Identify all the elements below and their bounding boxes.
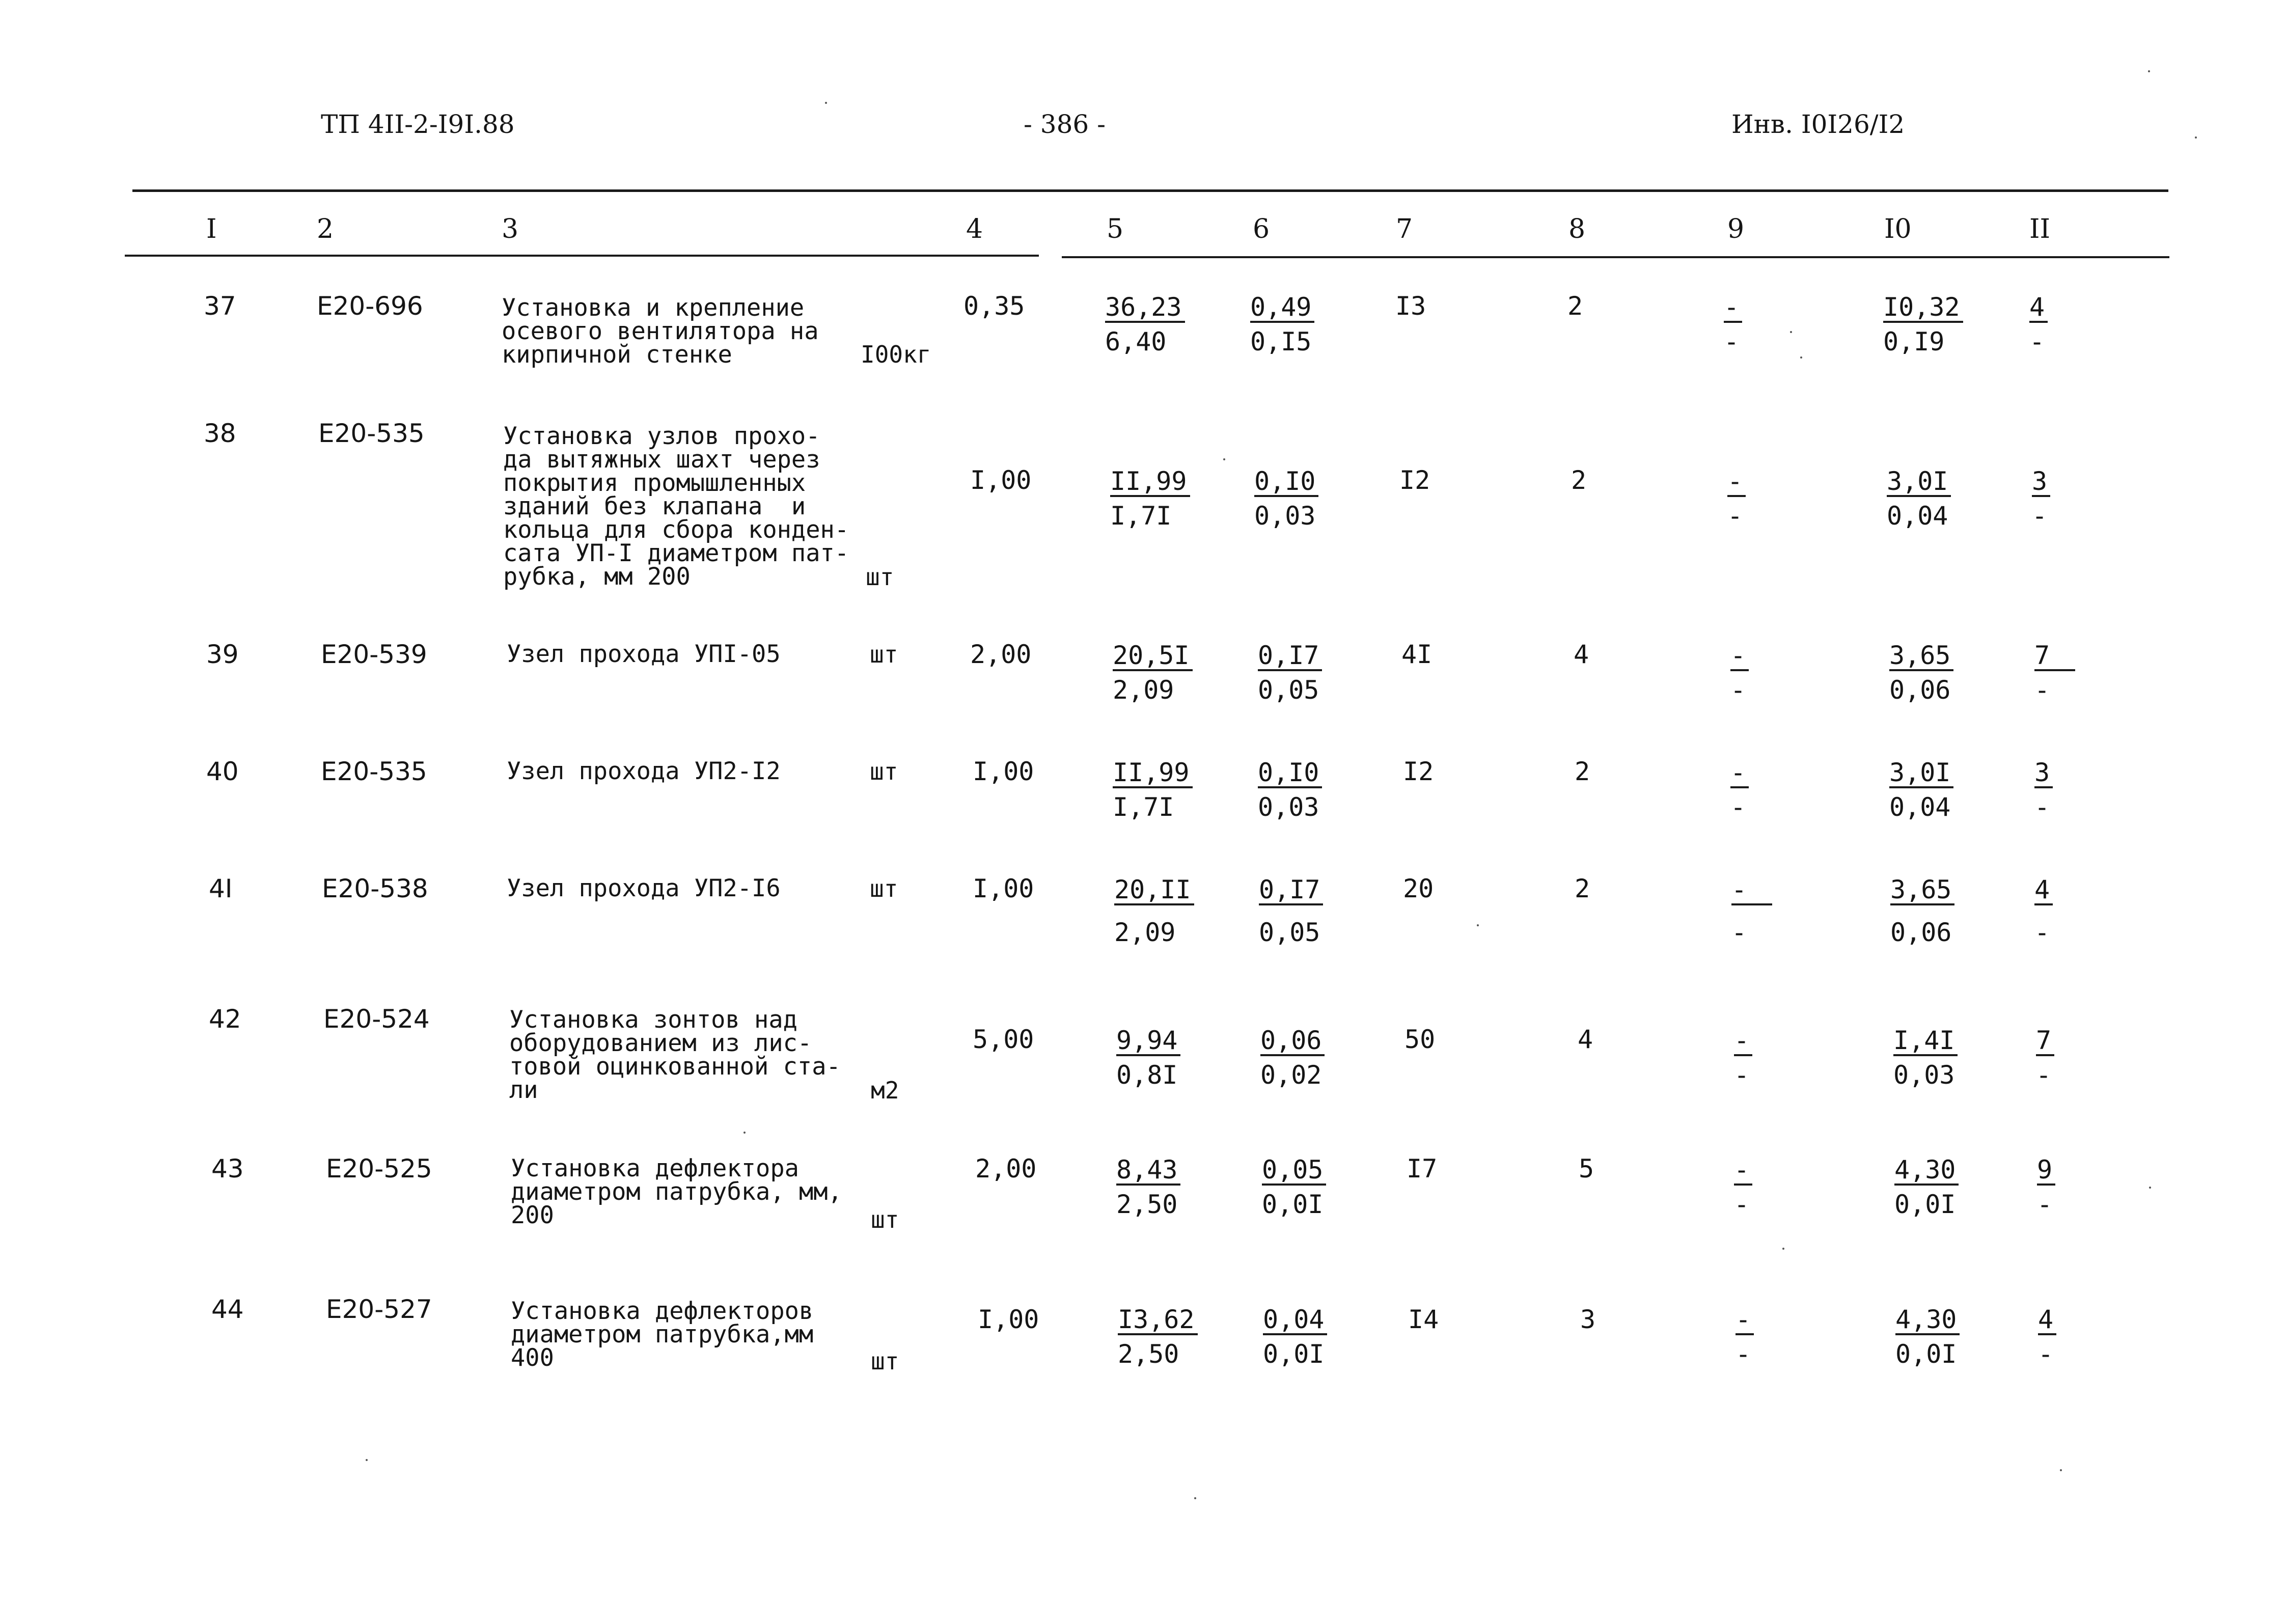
fraction-bottom: 0,03 <box>1893 1060 1955 1090</box>
norm-code: Е20-696 <box>317 291 423 321</box>
cost-fraction-5 <box>1113 758 1193 820</box>
fraction-top: I,4I <box>1893 1028 1958 1056</box>
cost-fraction-10 <box>1887 466 1951 529</box>
cost-fraction-11 <box>2034 758 2053 820</box>
fraction-bottom: - <box>2034 792 2050 822</box>
table-header-rule-right <box>1062 256 2169 258</box>
fraction-bottom: 0,I5 <box>1250 327 1312 356</box>
fraction-top: - <box>1727 469 1746 497</box>
column-8-value: 3 <box>1580 1305 1596 1334</box>
fraction-bottom: 0,0I <box>1894 1190 1956 1219</box>
fraction-top: 4 <box>2029 294 2048 323</box>
fraction-bottom: - <box>2038 1339 2054 1369</box>
cost-fraction-11 <box>2036 1026 2054 1088</box>
fraction-bottom: 0,0I <box>1262 1190 1324 1219</box>
column-number: 6 <box>1253 214 1270 244</box>
fraction-top: 3 <box>2032 469 2050 497</box>
fraction-top: I3,62 <box>1118 1307 1198 1335</box>
row-number: 39 <box>206 640 239 669</box>
cost-fraction-9 <box>1730 758 1749 820</box>
column-7-value: 4I <box>1401 640 1433 669</box>
norm-code: Е20-525 <box>326 1154 432 1183</box>
column-number: I <box>206 214 217 244</box>
fraction-bottom: - <box>1731 918 1747 947</box>
column-number: 4 <box>966 214 983 244</box>
cost-fraction-9 <box>1734 1155 1752 1217</box>
cost-fraction-6 <box>1258 758 1322 820</box>
norm-code: Е20-538 <box>322 874 428 903</box>
fraction-bottom: 0,06 <box>1890 918 1952 947</box>
column-7-value: I2 <box>1399 465 1430 495</box>
norm-code: Е20-535 <box>321 757 427 786</box>
column-8-value: 2 <box>1571 465 1587 495</box>
cost-fraction-5 <box>1114 875 1194 945</box>
fraction-bottom: - <box>2037 1190 2053 1219</box>
cost-fraction-6 <box>1263 1305 1327 1367</box>
fraction-top: 20,5I <box>1113 643 1193 671</box>
fraction-bottom: 0,04 <box>1887 501 1948 531</box>
unit: шт <box>871 1206 899 1233</box>
fraction-top: II,99 <box>1110 469 1190 497</box>
fraction-bottom: 0,02 <box>1260 1060 1322 1090</box>
page-number: - 386 - <box>1024 109 1106 139</box>
work-description: Узел прохода УПI-05 <box>507 640 781 668</box>
scan-speck <box>1477 924 1479 926</box>
fraction-top: 4 <box>2038 1307 2056 1335</box>
fraction-top: 0,06 <box>1260 1028 1325 1056</box>
cost-fraction-9 <box>1730 641 1749 703</box>
column-7-value: 50 <box>1404 1025 1436 1054</box>
fraction-bottom: - <box>2032 501 2048 531</box>
fraction-bottom: - <box>2034 918 2050 947</box>
fraction-bottom: 6,40 <box>1105 327 1167 356</box>
cost-fraction-10 <box>1893 1026 1958 1088</box>
cost-fraction-11 <box>2032 466 2050 529</box>
cost-fraction-11 <box>2037 1155 2055 1217</box>
table-header-rule-left <box>125 255 1039 257</box>
fraction-bottom: 0,05 <box>1259 918 1320 947</box>
norm-code: Е20-539 <box>321 640 427 669</box>
fraction-bottom: - <box>1730 675 1746 705</box>
cost-fraction-10 <box>1889 641 1953 703</box>
fraction-top: 20,II <box>1114 877 1194 905</box>
fraction-bottom: - <box>1727 501 1743 531</box>
column-8-value: 4 <box>1574 640 1589 669</box>
scan-speck <box>1782 1248 1784 1250</box>
fraction-top: 3,65 <box>1890 877 1954 905</box>
fraction-bottom: - <box>1736 1339 1751 1369</box>
fraction-top: 4,30 <box>1895 1307 1960 1335</box>
fraction-bottom: 0,03 <box>1258 792 1319 822</box>
cost-fraction-6 <box>1250 292 1314 354</box>
scan-speck <box>825 102 827 104</box>
fraction-top: 0,I7 <box>1259 877 1323 905</box>
fraction-bottom: 0,05 <box>1258 675 1319 705</box>
scan-speck <box>1800 356 1802 359</box>
fraction-top: II,99 <box>1113 760 1193 788</box>
column-8-value: 5 <box>1579 1154 1594 1183</box>
work-description: Узел прохода УП2-I6 <box>507 874 781 902</box>
quantity: 2,00 <box>975 1154 1037 1183</box>
column-8-value: 2 <box>1567 291 1583 321</box>
fraction-top: 0,I0 <box>1254 469 1318 497</box>
unit: шт <box>871 1347 899 1375</box>
column-8-value: 2 <box>1575 874 1590 903</box>
fraction-bottom: - <box>2036 1060 2052 1090</box>
fraction-top: 0,I0 <box>1258 760 1322 788</box>
fraction-top: 8,43 <box>1116 1157 1180 1186</box>
unit: м2 <box>871 1077 899 1104</box>
column-7-value: I4 <box>1408 1305 1439 1334</box>
cost-fraction-11 <box>2038 1305 2056 1367</box>
fraction-top: 7 <box>2036 1028 2054 1056</box>
work-description: Установка дефлектора диаметром патрубка, мм, 200 <box>511 1154 842 1229</box>
cost-fraction-5 <box>1118 1305 1198 1367</box>
work-description: Установка зонтов над оборудованием из лис- товой оцинкованной ста- ли <box>509 1006 841 1104</box>
norm-code: Е20-535 <box>318 419 425 448</box>
fraction-bottom: - <box>1734 1190 1750 1219</box>
fraction-top: 4,30 <box>1894 1157 1959 1186</box>
cost-fraction-11 <box>2034 875 2053 945</box>
cost-fraction-10 <box>1889 758 1953 820</box>
cost-fraction-11 <box>2034 641 2075 703</box>
cost-fraction-9 <box>1727 466 1746 529</box>
cost-fraction-10 <box>1890 875 1954 945</box>
cost-fraction-9 <box>1724 292 1742 354</box>
fraction-top: 3,0I <box>1889 760 1953 788</box>
scan-speck <box>1223 458 1225 460</box>
row-number: 42 <box>209 1004 241 1034</box>
row-number: 4I <box>209 874 233 903</box>
cost-fraction-5 <box>1116 1155 1180 1217</box>
cost-fraction-10 <box>1883 292 1963 354</box>
work-description: Установка узлов прохо- да вытяжных шахт через покрытия промышленных зданий без клапана и кольца для сбора конден- сата УП-I диаметром пат- рубка, мм 200 <box>503 422 849 591</box>
quantity: 5,00 <box>973 1025 1034 1054</box>
fraction-bottom: I,7I <box>1113 792 1174 822</box>
scan-speck <box>1790 331 1792 333</box>
cost-fraction-11 <box>2029 292 2048 354</box>
scan-speck <box>743 1132 746 1134</box>
fraction-bottom: - <box>2029 327 2045 356</box>
column-7-value: 20 <box>1403 874 1434 903</box>
fraction-top: 0,05 <box>1262 1157 1326 1186</box>
work-description: Узел прохода УП2-I2 <box>507 757 781 785</box>
document-code: ТП 4II-2-I9I.88 <box>321 109 515 139</box>
table-top-rule <box>132 189 2168 192</box>
fraction-top: 7 <box>2034 643 2075 671</box>
fraction-bottom: 2,09 <box>1114 918 1176 947</box>
cost-fraction-6 <box>1258 641 1322 703</box>
row-number: 40 <box>206 757 239 786</box>
fraction-bottom: 2,50 <box>1118 1339 1179 1369</box>
column-8-value: 2 <box>1575 757 1590 786</box>
column-number: 5 <box>1107 214 1124 244</box>
fraction-top: I0,32 <box>1883 294 1963 323</box>
row-number: 38 <box>204 419 236 448</box>
cost-fraction-10 <box>1894 1155 1959 1217</box>
fraction-top: 9,94 <box>1116 1028 1180 1056</box>
column-number: I0 <box>1884 214 1912 244</box>
cost-fraction-9 <box>1734 1026 1752 1088</box>
fraction-top: - <box>1734 1157 1752 1186</box>
fraction-top: - <box>1724 294 1742 323</box>
fraction-top: 3,0I <box>1887 469 1951 497</box>
fraction-bottom: 0,0I <box>1895 1339 1957 1369</box>
fraction-top: - <box>1730 760 1749 788</box>
fraction-bottom: 0,04 <box>1889 792 1951 822</box>
cost-fraction-5 <box>1110 466 1190 529</box>
cost-fraction-6 <box>1260 1026 1325 1088</box>
cost-fraction-5 <box>1105 292 1185 354</box>
column-8-value: 4 <box>1578 1025 1593 1054</box>
column-7-value: I3 <box>1395 291 1426 321</box>
scan-speck <box>1194 1497 1196 1499</box>
fraction-top: 0,49 <box>1250 294 1314 323</box>
fraction-bottom: 0,8I <box>1116 1060 1178 1090</box>
row-number: 37 <box>204 291 236 321</box>
column-number: 2 <box>317 214 334 244</box>
quantity: I,00 <box>973 874 1034 903</box>
fraction-bottom: 0,I9 <box>1883 327 1945 356</box>
fraction-bottom: - <box>2034 675 2050 705</box>
unit: шт <box>866 563 894 591</box>
fraction-bottom: I,7I <box>1110 501 1172 531</box>
norm-code: Е20-527 <box>326 1295 432 1324</box>
cost-fraction-9 <box>1731 875 1772 945</box>
fraction-top: 0,04 <box>1263 1307 1327 1335</box>
quantity: I,00 <box>970 465 1032 495</box>
cost-fraction-6 <box>1259 875 1323 945</box>
quantity: 2,00 <box>970 640 1032 669</box>
row-number: 43 <box>211 1154 244 1183</box>
fraction-top: - <box>1731 877 1772 905</box>
fraction-top: - <box>1730 643 1749 671</box>
fraction-top: 3,65 <box>1889 643 1953 671</box>
column-number: II <box>2029 214 2051 244</box>
fraction-bottom: 0,03 <box>1254 501 1316 531</box>
fraction-bottom: 2,50 <box>1116 1190 1178 1219</box>
scan-speck <box>2148 70 2150 72</box>
column-number: 3 <box>502 214 519 244</box>
unit: I00кг <box>861 341 931 368</box>
row-number: 44 <box>211 1295 244 1324</box>
unit: шт <box>870 641 898 668</box>
inventory-number: Инв. I0I26/I2 <box>1731 109 1905 139</box>
fraction-top: 0,I7 <box>1258 643 1322 671</box>
fraction-top: 36,23 <box>1105 294 1185 323</box>
column-number: 9 <box>1727 214 1745 244</box>
cost-fraction-10 <box>1895 1305 1960 1367</box>
fraction-bottom: - <box>1734 1060 1750 1090</box>
norm-code: Е20-524 <box>323 1004 430 1034</box>
fraction-top: 9 <box>2037 1157 2055 1186</box>
fraction-bottom: 0,06 <box>1889 675 1951 705</box>
column-7-value: I7 <box>1407 1154 1438 1183</box>
scan-speck <box>366 1459 368 1461</box>
cost-fraction-6 <box>1262 1155 1326 1217</box>
fraction-bottom: - <box>1730 792 1746 822</box>
scan-speck <box>2195 136 2197 139</box>
scan-speck <box>2149 1187 2151 1189</box>
column-number: 8 <box>1568 214 1586 244</box>
fraction-top: 3 <box>2034 760 2053 788</box>
fraction-bottom: 2,09 <box>1113 675 1174 705</box>
column-number: 7 <box>1396 214 1413 244</box>
fraction-bottom: - <box>1724 327 1740 356</box>
fraction-top: - <box>1736 1307 1754 1335</box>
cost-fraction-5 <box>1116 1026 1180 1088</box>
column-7-value: I2 <box>1403 757 1434 786</box>
scan-speck <box>2060 1469 2062 1471</box>
work-description: Установка и крепление осевого вентилятора на кирпичной стенке <box>502 294 819 369</box>
quantity: I,00 <box>973 757 1034 786</box>
fraction-bottom: 0,0I <box>1263 1339 1325 1369</box>
unit: шт <box>870 875 898 902</box>
fraction-top: 4 <box>2034 877 2053 905</box>
cost-fraction-6 <box>1254 466 1318 529</box>
work-description: Установка дефлекторов диаметром патрубка,мм 400 <box>511 1297 814 1372</box>
cost-fraction-9 <box>1736 1305 1754 1367</box>
cost-fraction-5 <box>1113 641 1193 703</box>
quantity: I,00 <box>978 1305 1039 1334</box>
quantity: 0,35 <box>963 291 1025 321</box>
fraction-top: - <box>1734 1028 1752 1056</box>
unit: шт <box>870 758 898 785</box>
